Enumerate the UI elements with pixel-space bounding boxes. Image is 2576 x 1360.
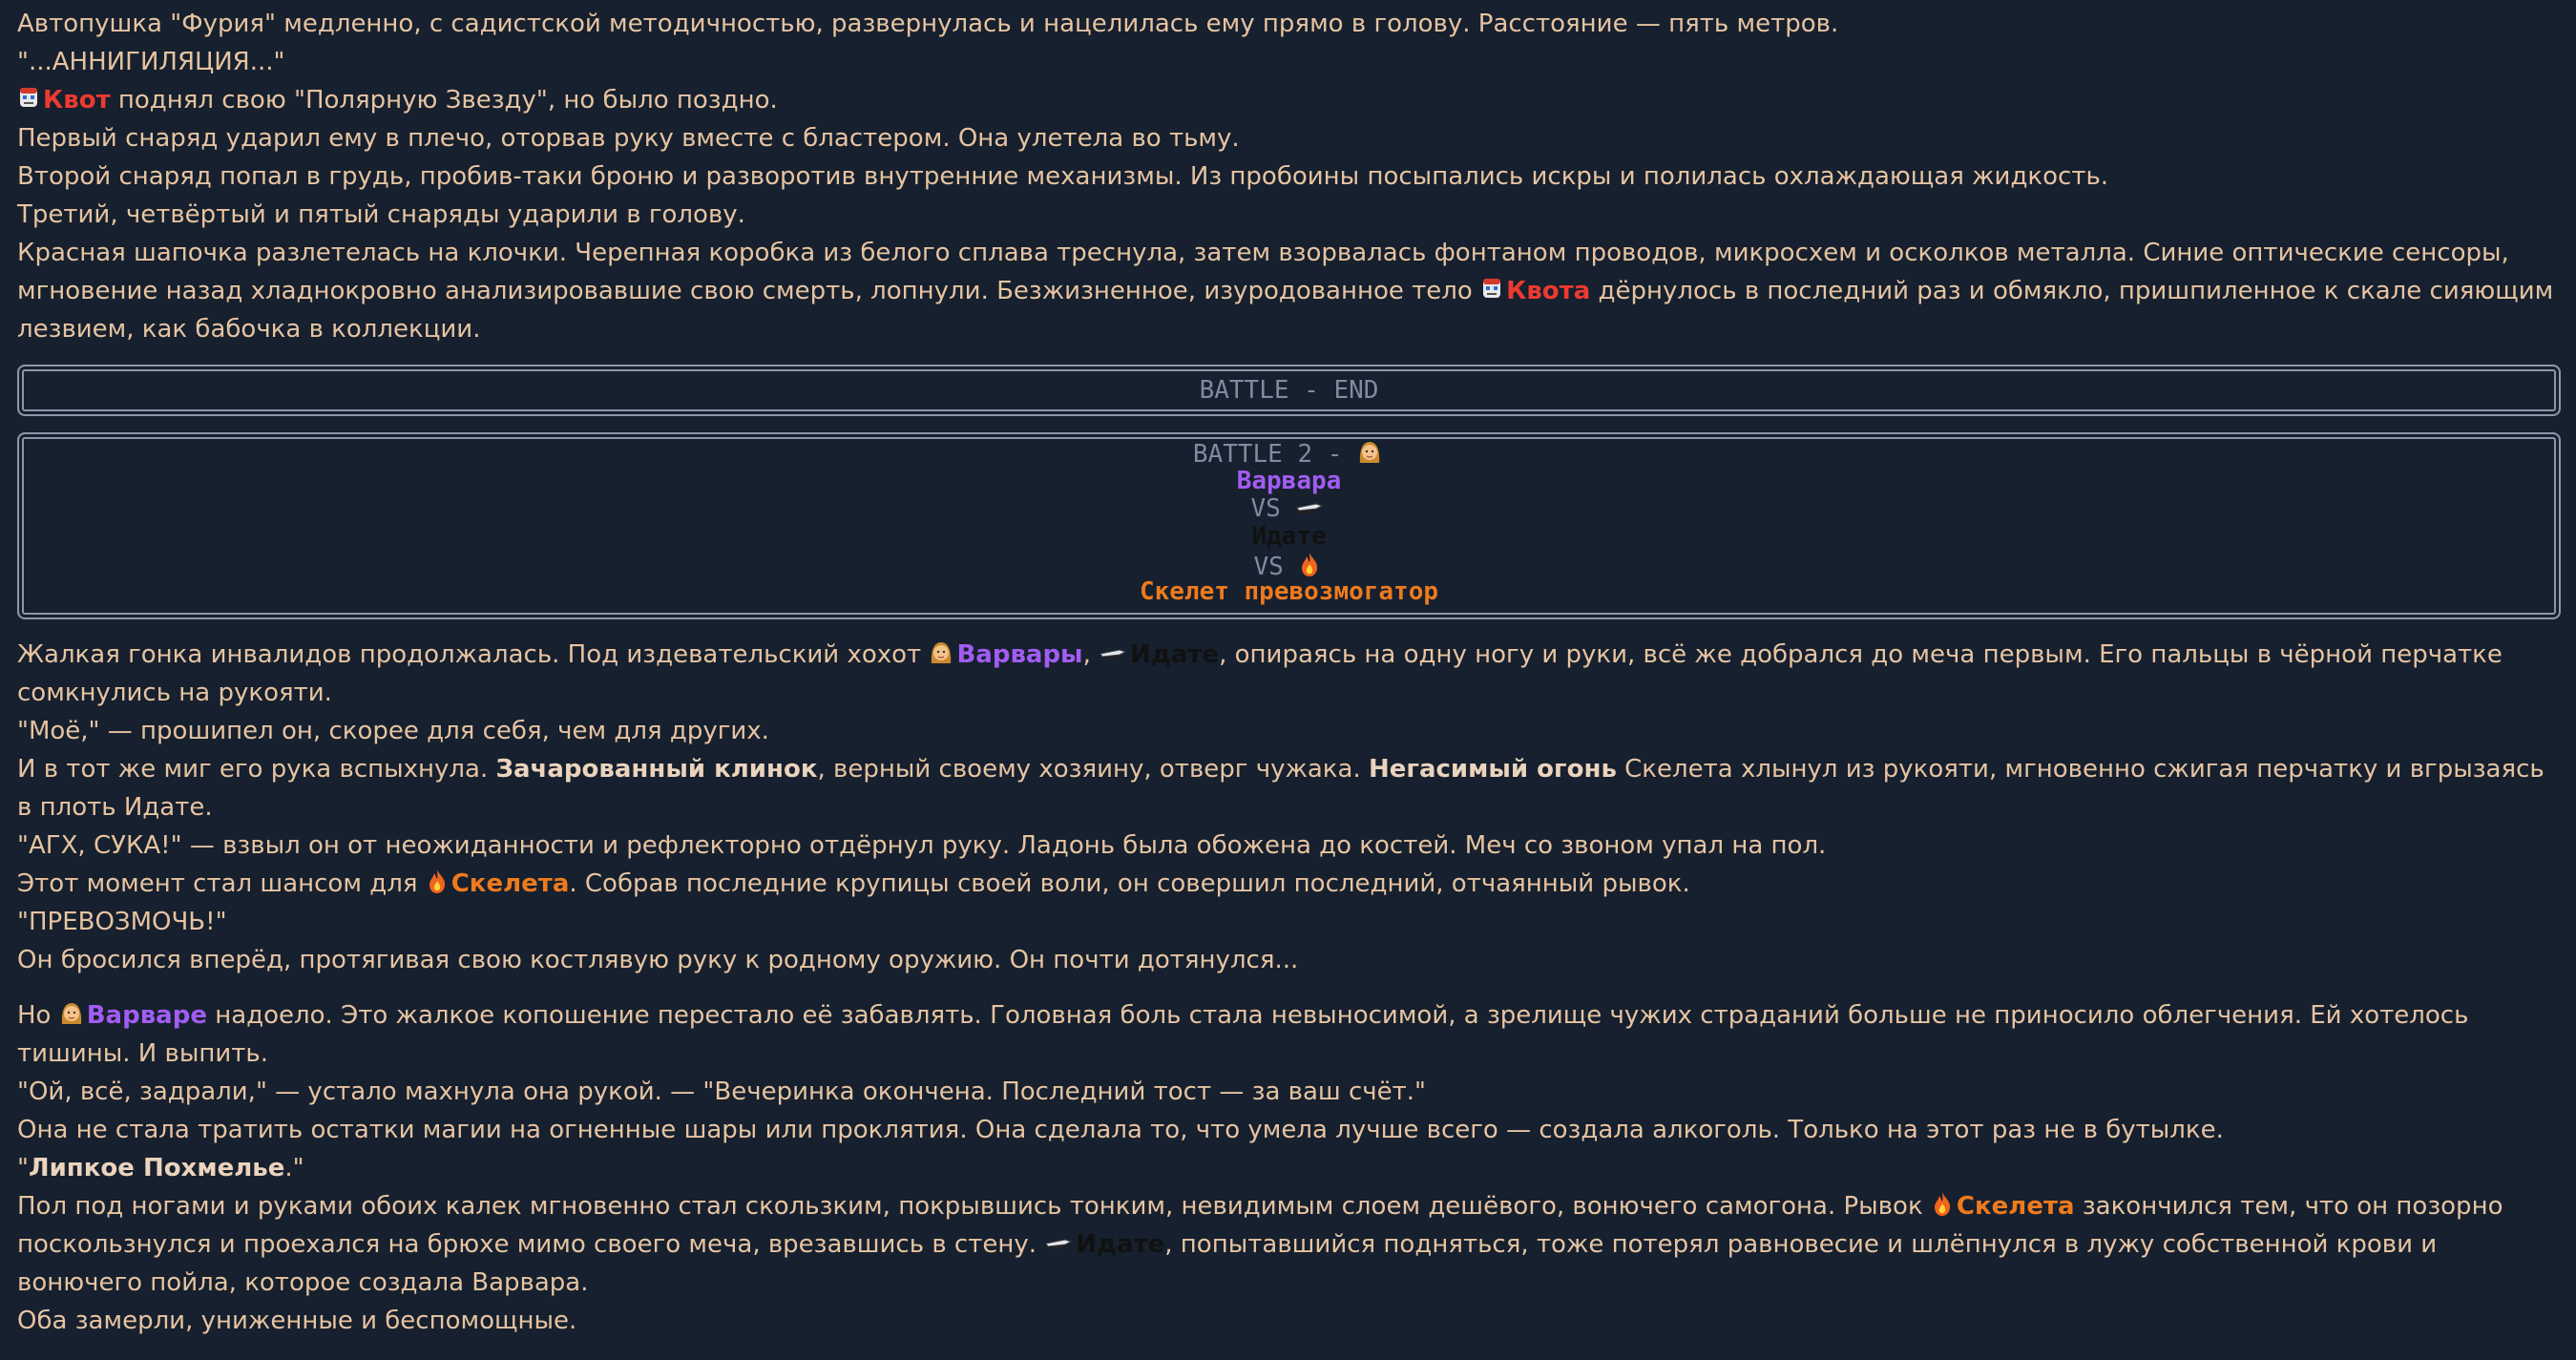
sword-icon: [1099, 646, 1127, 665]
story-text: Но: [17, 1001, 59, 1030]
story-text: надоело. Это жалкое копошение перестало её забавлять. Головная боль стала невыносимой, а зрелище чужих страданий больше не приносило облегчения. Ей хотелось тишины. И выпить.: [17, 1001, 2469, 1068]
story-paragraph: "Моё," — прошипел он, скорее для себя, чем для других.: [17, 717, 769, 745]
robot-face-icon: [1480, 277, 1503, 302]
fire-icon: [426, 868, 449, 894]
story-paragraph: Автопушка "Фурия" медленно, с садистской методичностью, развернулась и нацелилась ему прямо в голову. Расстояние — пять метров.: [17, 10, 1839, 38]
story-text: Красная шапочка разлетелась на клочки. Черепная коробка из белого сплава треснула, затем взорвалась фонтаном проводов, микросхем и осколков металла. Синие оптические сенсоры, мгновение назад хладнокровно анализировавшие свою смерть, лопнули. Безжизненное, изуродованное тело: [17, 239, 2509, 305]
story-paragraph: "ПРЕВОЗМОЧЬ!": [17, 908, 227, 936]
fighter-skelet: Скелет превозмогатор: [1139, 577, 1439, 606]
character-name-skelet: Скелета: [450, 869, 570, 898]
story-section: [17, 636, 2561, 979]
story-paragraph: Третий, четвёртый и пятый снаряды ударили в голову.: [17, 200, 745, 229]
story-text: Скелета хлынул из рукояти, мгновенно сжигая перчатку и вгрызаясь в плоть Идате.: [17, 755, 2545, 822]
story-text: дёрнулось в последний раз и обмякло, пришпиленное к скале сияющим лезвием, как бабочка в коллекции.: [17, 277, 2554, 344]
fighter-varvara: Варвара: [1236, 467, 1342, 495]
woman-face-icon: [1357, 440, 1382, 465]
story-text: поднял свою "Полярную Звезду", но было поздно.: [110, 86, 778, 115]
story-paragraph: [17, 1187, 2561, 1302]
character-name-varvara: Варвары: [956, 640, 1083, 669]
fire-icon: [1931, 1190, 1954, 1217]
story-text: ,: [1082, 640, 1100, 669]
story-paragraph: Он бросился вперёд, протягивая свою костлявую руку к родному оружию. Он почти дотянулся...: [17, 946, 1299, 974]
story-paragraph: [17, 636, 2561, 712]
battle-start-banner: [17, 432, 2561, 619]
fighter-idate: Идате: [1251, 522, 1327, 551]
woman-face-icon: [929, 640, 953, 665]
vs-line: [19, 551, 2559, 581]
character-name-idate: Идате: [1076, 1230, 1165, 1259]
story-paragraph: "...АННИГИЛЯЦИЯ...": [17, 48, 285, 76]
story-paragraph: [17, 81, 2561, 119]
story-text: .": [284, 1154, 304, 1182]
story-text: , попытавшийся подняться, тоже потерял равновесие и шлёпнулся в лужу собственной крови и вонючего пойла, которое создала Варвара.: [17, 1230, 2438, 1297]
story-paragraph: [17, 996, 2561, 1073]
character-name-varvara: Варваре: [86, 1001, 207, 1030]
robot-face-icon: [17, 86, 40, 111]
story-section: [17, 996, 2561, 1340]
battle-title: [19, 440, 2559, 468]
story-paragraph: Оба замерли, униженные и беспомощные.: [17, 1307, 577, 1335]
story-paragraph: Первый снаряд ударил ему в плечо, оторвав руку вместе с бластером. Она улетела во тьму.: [17, 124, 1240, 153]
vs-text: VS: [1253, 553, 1299, 581]
story-paragraph: "Ой, всё, задрали," — устало махнула она рукой. — "Вечеринка окончена. Последний тост — за ваш счёт.": [17, 1078, 1426, 1106]
sword-icon: [1295, 500, 1324, 519]
fire-icon: [1298, 551, 1321, 577]
story-text: закончился тем, что он позорно поскользнулся и проехался на брюхе мимо своего меча, врезавшись в стену.: [17, 1192, 2503, 1259]
story-text: Пол под ногами и руками обоих калек мгновенно стал скользким, покрывшись тонким, невидимым слоем дешёвого, вонючего самогона. Рывок: [17, 1192, 1931, 1221]
vs-text: VS: [1250, 494, 1296, 523]
chat-log: [17, 5, 2561, 1340]
emphasis-text: Зачарованный клинок: [495, 755, 818, 784]
woman-face-icon: [59, 1001, 84, 1026]
story-text: Этот момент стал шансом для: [17, 869, 426, 898]
sword-icon: [1044, 1236, 1073, 1255]
story-paragraph: Второй снаряд попал в грудь, пробив-таки броню и разворотив внутренние механизмы. Из пробоины посыпались искры и полилась охлаждающая жидкость.: [17, 162, 2109, 191]
story-paragraph: [17, 750, 2561, 826]
character-name-skelet: Скелета: [1956, 1192, 2075, 1221]
battle-end-banner: [17, 365, 2561, 416]
emphasis-text: Негасимый огонь: [1368, 755, 1617, 784]
story-paragraph: [17, 865, 2561, 903]
battle-end-label: BATTLE - END: [1199, 376, 1379, 405]
battle-title-text: BATTLE 2 -: [1192, 440, 1358, 469]
character-name-kvot: Квота: [1506, 277, 1591, 305]
story-paragraph: "АГХ, СУКА!" — взвыл он от неожиданности и рефлекторно отдёрнул руку. Ладонь была обожена до костей. Меч со звоном упал на пол.: [17, 831, 1827, 860]
vs-line: [19, 495, 2559, 523]
story-text: ": [17, 1154, 29, 1182]
story-text: И в тот же миг его рука вспыхнула.: [17, 755, 496, 784]
character-name-kvot: Квот: [43, 86, 111, 115]
character-name-idate: Идате: [1130, 640, 1220, 669]
story-paragraph: Она не стала тратить остатки магии на огненные шары или проклятия. Она сделала то, что умела лучше всего — создала алкоголь. Только на этот раз не в бутылке.: [17, 1116, 2224, 1144]
story-text: , опираясь на одну ногу и руки, всё же добрался до меча первым. Его пальцы в чёрной перчатке сомкнулись на рукояти.: [17, 640, 2503, 707]
story-paragraph: [17, 1149, 2561, 1187]
story-text: . Собрав последние крупицы своей воли, он совершил последний, отчаянный рывок.: [569, 869, 1690, 898]
emphasis-text: Липкое Похмелье: [28, 1154, 285, 1182]
story-text: Жалкая гонка инвалидов продолжалась. Под издевательский хохот: [17, 640, 930, 669]
story-paragraph: [17, 234, 2561, 348]
story-text: , верный своему хозяину, отверг чужака.: [817, 755, 1369, 784]
